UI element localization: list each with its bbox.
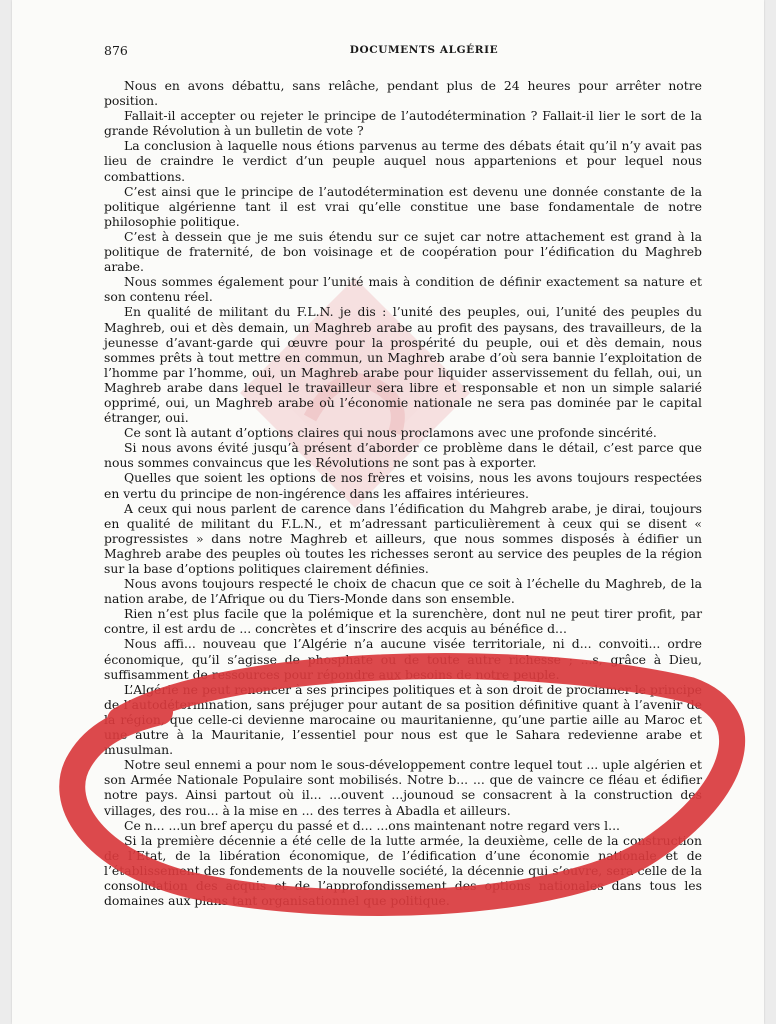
paragraph: La conclusion à laquelle nous étions parvenus au terme des débats était qu’il n’y avait pas lieu de craindre le verdict d’un peuple auquel nous appartenions et pour lequel nous combattions. — [104, 138, 702, 184]
paragraph: Nous en avons débattu, sans relâche, pendant plus de 24 heures pour arrêter notre position. — [104, 78, 702, 109]
paragraph: Nous avons toujours respecté le choix de chacun que ce soit à l’échelle du Maghreb, de la nation arabe, de l’Afrique ou du Tiers-Monde dans son ensemble. — [104, 576, 702, 607]
paragraph: C’est ainsi que le principe de l’autodétermination est devenu une donnée constante de la politique algérienne tant il est vrai qu’elle constitue une base fondamentale de notre philosophie politique. — [104, 183, 702, 229]
paragraph: Notre seul ennemi a pour nom le sous-développement contre lequel tout ... uple algérien et son Armée Nationale Populaire sont mobilisés. Notre b... ... que de vaincre ce fléau et édifier notre pays. Ainsi partout où il... ...ouvent ...jounoud se consacrent à la construction des villages, des rou... à la mise en ... des terres à Abadla et ailleurs. — [104, 757, 702, 818]
paragraph: Ce sont là autant d’options claires qui nous proclamons avec une profonde sincérité. — [124, 425, 657, 441]
paragraph: A ceux qui nous parlent de carence dans l’édification du Mahgreb arabe, je dirai, toujours en qualité de militant du F.L.N., et m’adressant particulièrement à ceux qui se disent « progressistes » dans notre Maghreb et ailleurs, que nous sommes disposés à édifier un Maghreb arabe des peuples où toutes les richesses seront au service des peuples de la région sur la base d’options politiques clairement définies. — [104, 500, 702, 576]
running-title: DOCUMENTS ALGÉRIE — [349, 44, 499, 56]
paragraph: C’est à dessein que je me suis étendu sur ce sujet car notre attachement est grand à la politique de fraternité, de bon voisinage et de coopération pour l’édification du Maghreb arabe. — [104, 228, 702, 275]
document-page — [12, 0, 764, 1024]
paragraph: Rien n’est plus facile que la polémique et la surenchère, dont nul ne peut tirer profit, par contre, il est ardu de ... concrètes et d’inscrire des acquis au bénéfice d... — [104, 606, 702, 637]
page-header — [104, 43, 704, 61]
paragraph: Ce n... ...un bref aperçu du passé et d... ...ons maintenant notre regard vers l... — [124, 817, 620, 833]
paragraph: Nous sommes également pour l’unité mais à condition de définir exactement sa nature et son contenu réel. — [104, 274, 702, 305]
paragraph-highlighted: L’Algérie ne peut renoncer à ses principes politiques et à son droit de proclamer le principe de l’autodétermination, sans préjuger pour autant de sa position définitive quant à l’avenir de la région, que celle-ci devienne marocaine ou mauritanienne, qu’une partie aille au Maroc et une autre à la Mauritanie, l’essentiel pour nous est que le Sahara redevienne arabe et musulman. — [104, 681, 702, 758]
paragraph: Fallait-il accepter ou rejeter le principe de l’autodétermination ? Fallait-il lier le sort de la grande Révolution à un bulletin de vote ? — [104, 108, 702, 139]
paragraph: Nous affi... nouveau que l’Algérie n’a aucune visée territoriale, ni d... convoiti... ordre économique, qu’il s’agisse de phosphate ou de toute autre richesse ; ...s, grâce à Dieu, suffisamment de ressources pour répondre aux besoins de notre peuple. — [104, 636, 702, 682]
paragraph: Quelles que soient les options de nos frères et voisins, nous les avons toujours respectées en vertu du principe de non-ingérence dans les affaires intérieures. — [104, 470, 702, 501]
article-body — [104, 78, 702, 908]
page-number: 876 — [104, 43, 128, 58]
paragraph: En qualité de militant du F.L.N. je dis : l’unité des peuples, oui, l’unité des peuples du Maghreb, oui et dès demain, un Maghreb arabe au profit des paysans, des travailleurs, de la jeunesse d’avant-garde qui œuvre pour la prospérité du peuple, oui et dès demain, nous sommes prêts à tout mettre en commun, un Maghreb arabe d’où sera bannie l’exploitation de l’homme par l’homme, oui, un Maghreb arabe pour liquider asservissement du fellah, oui, un Maghreb arabe dans lequel le travailleur sera libre et responsable et non un simple salarié opprimé, oui, un Maghreb arabe où l’économie nationale ne sera pas dominée par le capital étranger, oui. — [104, 304, 702, 426]
paragraph: Si la première décennie a été celle de la lutte armée, la deuxième, celle de la construction de l’Etat, de la libération économique, de l’édification d’une économie nationale et de l’établissement des fondements de la nouvelle société, la décennie qui s’ouvre, sera celle de la consolidation des acquis et de l’approfondissement des options nationales dans tous les domaines aux plans tant organisationnel que politique. — [104, 832, 702, 909]
paragraph: Si nous avons évité jusqu’à présent d’aborder ce problème dans le détail, c’est parce que nous sommes convaincus que les Révolutions ne sont pas à exporter. — [104, 440, 702, 471]
